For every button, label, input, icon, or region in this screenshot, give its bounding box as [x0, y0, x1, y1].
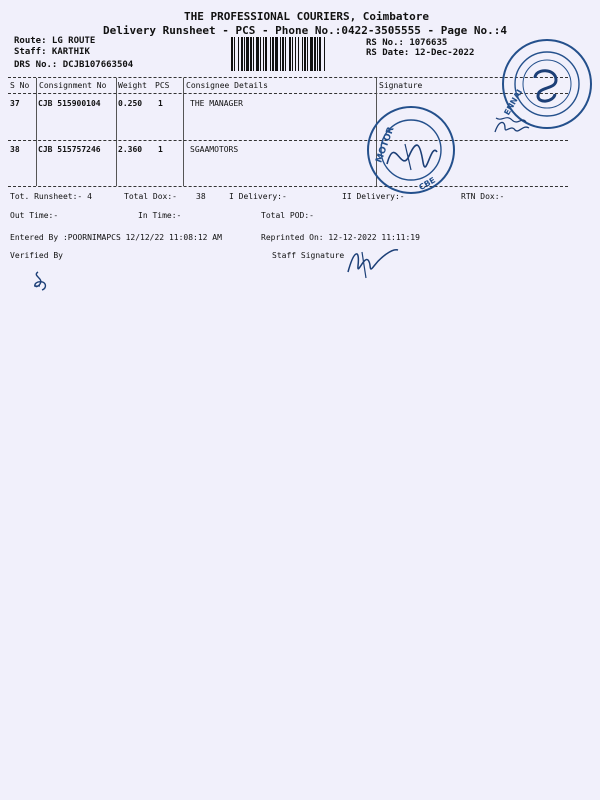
route-label: Route: LG ROUTE: [14, 36, 96, 46]
table-top-rule: [8, 77, 568, 78]
row-consignee: SGAAMOTORS: [190, 145, 239, 154]
barcode-bar: [310, 37, 313, 71]
col-consignee: Consignee Details: [186, 81, 268, 90]
ii-delivery: II Delivery:-: [342, 192, 405, 201]
barcode-bar: [317, 37, 318, 71]
rs-number: RS No.: 1076635: [366, 38, 448, 48]
barcode-bar: [234, 37, 235, 71]
barcode-bar: [319, 37, 321, 71]
row-consignee: THE MANAGER: [190, 99, 243, 108]
reprinted-on: Reprinted On: 12-12-2022 11:11:19: [261, 233, 420, 242]
row-consignment: CJB 515900104: [38, 99, 101, 108]
barcode-bar: [314, 37, 316, 71]
barcode-bar: [263, 37, 264, 71]
header-bottom-rule: [8, 93, 568, 94]
col-divider: [116, 78, 117, 186]
staff-signature-label: Staff Signature: [272, 251, 345, 260]
barcode-bar: [244, 37, 245, 71]
in-time: In Time:-: [138, 211, 182, 220]
staff-label: Staff: KARTHIK: [14, 47, 90, 57]
barcode: [231, 37, 359, 71]
barcode-bar: [295, 37, 296, 71]
rs-date: RS Date: 12-Dec-2022: [366, 48, 475, 58]
barcode-bar: [238, 37, 239, 71]
col-pcs: PCS: [155, 81, 170, 90]
row-sno: 37: [10, 99, 20, 108]
courier-stamp-round: [365, 104, 461, 200]
company-name: THE PROFESSIONAL COURIERS, Coimbatore: [184, 10, 430, 23]
handwritten-initials: [493, 118, 533, 138]
barcode-bar: [272, 37, 274, 71]
barcode-bar: [231, 37, 233, 71]
barcode-bar: [307, 37, 308, 71]
verified-signature-scribble: [30, 268, 60, 292]
barcode-bar: [270, 37, 271, 71]
barcode-graphic: [231, 37, 359, 71]
barcode-bar: [253, 37, 254, 71]
table-bottom-rule: [8, 186, 568, 187]
col-divider: [183, 78, 184, 186]
stamp-text: CBE: [417, 175, 438, 193]
barcode-bar: [292, 37, 293, 71]
row-sno: 38: [10, 145, 20, 154]
staff-signature-scribble: [344, 244, 404, 284]
barcode-bar: [246, 37, 249, 71]
barcode-bar: [241, 37, 243, 71]
drs-number: DRS No.: DCJB107663504: [14, 60, 134, 70]
row-weight: 0.250: [118, 99, 143, 108]
row-rule: [8, 140, 568, 141]
barcode-bar: [260, 37, 261, 71]
barcode-bar: [256, 37, 259, 71]
verified-by: Verified By: [10, 251, 63, 260]
entered-by: Entered By :POORNIMAPCS 12/12/22 11:08:12 AM: [10, 233, 222, 242]
i-delivery: I Delivery:-: [229, 192, 287, 201]
barcode-bar: [280, 37, 281, 71]
barcode-bar: [285, 37, 286, 71]
col-consignment: Consignment No: [39, 81, 107, 90]
stamp-text: MOTOR: [374, 125, 397, 165]
barcode-bar: [275, 37, 278, 71]
barcode-bar: [302, 37, 303, 71]
col-sno: S No: [10, 81, 30, 90]
total-dox-value: 38: [196, 192, 206, 201]
col-divider: [36, 78, 37, 186]
stamp-text: ENNAI: [502, 87, 525, 117]
col-weight: Weight: [118, 81, 147, 90]
tot-runsheet: Tot. Runsheet:- 4: [10, 192, 92, 201]
total-dox-label: Total Dox:-: [124, 192, 177, 201]
barcode-bar: [289, 37, 291, 71]
out-time: Out Time:-: [10, 211, 59, 220]
row-consignment: CJB 515757246: [38, 145, 101, 154]
barcode-bar: [304, 37, 306, 71]
row-weight: 2.360: [118, 145, 143, 154]
row-pcs: 1: [158, 145, 163, 154]
barcode-bar: [282, 37, 284, 71]
rtn-dox: RTN Dox:-: [461, 192, 505, 201]
col-signature: Signature: [379, 81, 423, 90]
barcode-bar: [250, 37, 252, 71]
total-pod: Total POD:-: [261, 211, 314, 220]
barcode-bar: [265, 37, 267, 71]
barcode-bar: [298, 37, 299, 71]
barcode-bar: [324, 37, 325, 71]
runsheet-title: Delivery Runsheet - PCS - Phone No.:0422-3505555 - Page No.:4: [103, 24, 507, 37]
row-pcs: 1: [158, 99, 163, 108]
